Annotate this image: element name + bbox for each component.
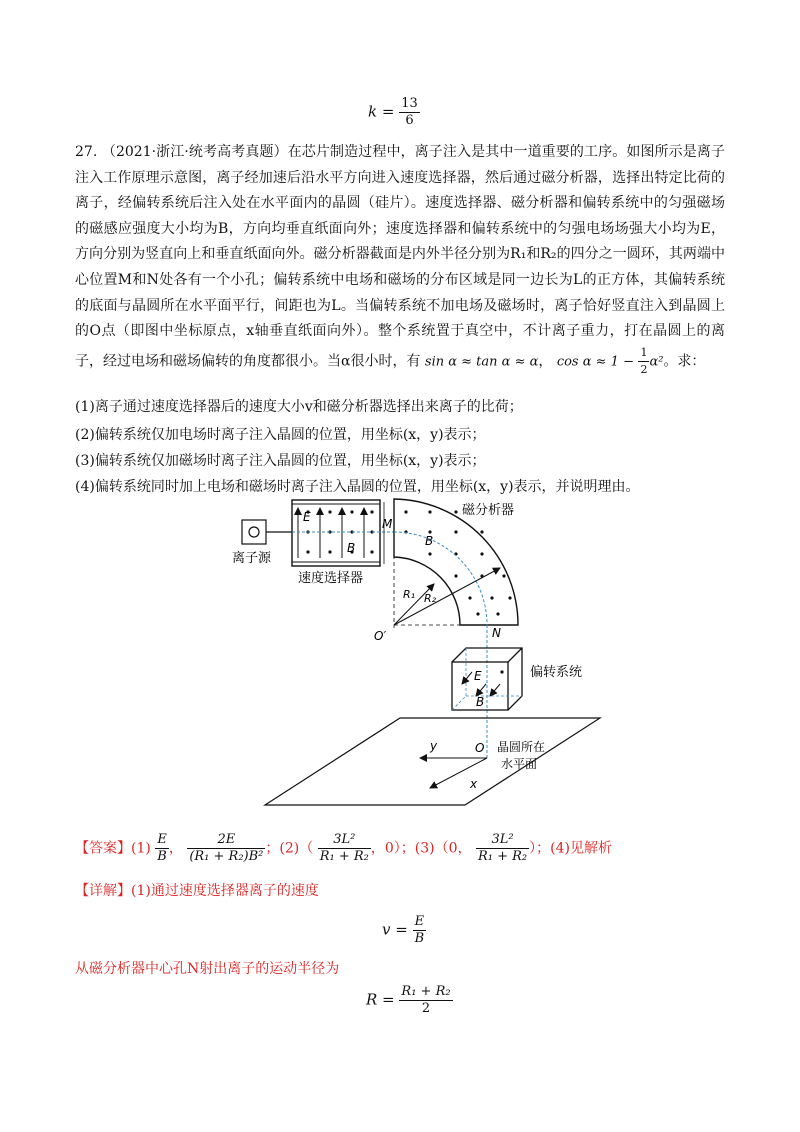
approx-tail: α²	[649, 354, 664, 370]
formula-num: 13	[401, 96, 418, 111]
approx-num: 1	[638, 345, 649, 362]
question-source: （2021·浙江·统考高考真题）	[101, 144, 288, 160]
label-B-selector: B	[347, 541, 356, 555]
approx-den: 2	[640, 362, 648, 376]
ans-f4-den: R₁ + R₂	[477, 849, 528, 864]
label-N: N	[492, 626, 501, 640]
label-O-prime: O′	[374, 629, 387, 643]
detail-eq-1	[382, 914, 426, 947]
label-B-deflect: B	[476, 695, 485, 709]
label-y: y	[430, 739, 438, 753]
approx-sin: sin α ≈ tan α ≈ α	[424, 354, 539, 370]
detail-text-1: (1)通过速度选择器离子的速度	[131, 883, 319, 899]
answer-line: 【答案】(1) $\frac{E}{B}$ ， $\frac{2E}{\text{(R₁ + R₂)B²}}$ ；(2)（ $\frac{\text{3L²}}{\text{R₁ + R₂}}$ ，0）；(3)（0， $\frac{\text{3L²}}{\text{R₁ + R₂}}$ ）；(4)见解析	[75, 832, 612, 864]
answer-tag: 【答案】	[75, 840, 131, 857]
label-R1: R₁	[403, 588, 416, 601]
ans-tail3: ）；(4)见解析	[529, 840, 612, 857]
magnetic-analyzer	[374, 499, 518, 643]
label-E-deflect: E	[474, 669, 482, 683]
ans-tail2: ，0）；(3)（0，	[370, 840, 472, 857]
question-number: 27.	[75, 144, 98, 160]
ans-f2-num: 2E	[187, 832, 265, 849]
wafer-label-2: 水平面	[501, 757, 538, 771]
velocity-selector	[292, 500, 394, 586]
eq2-lhs: R =	[366, 990, 395, 1009]
answer-p1: (1)	[131, 840, 151, 857]
eq1-den: B	[414, 931, 425, 946]
ans-f1-num: E	[155, 832, 169, 849]
velocity-selector-label: 速度选择器	[298, 571, 364, 586]
ans-f4-num: 3L²	[476, 832, 529, 849]
eq2-num: R₁ + R₂	[401, 984, 451, 999]
formula-lhs: k	[368, 102, 378, 121]
ans-f1-den: B	[157, 849, 167, 864]
label-B-analyzer: B	[425, 534, 434, 548]
eq2-den: 2	[421, 1001, 431, 1016]
magnetic-analyzer-label: 磁分析器	[462, 503, 515, 518]
label-O: O	[475, 741, 485, 755]
detail-line-2: 从磁分析器中心孔N射出离子的运动半径为	[75, 961, 340, 977]
ans-f3-num: 3L²	[318, 832, 371, 849]
formula-den: 6	[405, 113, 414, 128]
detail-eq-2	[366, 984, 453, 1017]
question-body: 在芯片制造过程中，离子注入是其中一道重要的工序。如图所示是离子注入工作原理示意图，离子经加速后沿水平方向进入速度选择器，然后通过磁分析器，选择出特定比荷的离子，经偏转系统后注入处在水平面内的晶圆（硅片）。速度选择器、磁分析器和偏转系统中的匀强磁场的磁感应强度大小均为B，方向均垂直纸面向外；速度选择器和偏转系统中的匀强电场场强大小均为E，方向分别为竖直向上和垂直纸面向外。磁分析器截面是内外半径分别为R₁和R₂的四分之一圆环，其两端中心位置M和N处各有一个小孔；偏转系统中电场和磁场的分布区域是同一边长为L的正方体，其偏转系统的底面与晶圆所在水平面平行，间距也为L。当偏转系统不加电场及磁场时，离子恰好竖直注入到晶圆上的O点（即图中坐标原点，x轴垂直纸面向外）。整个系统置于真空中，不计离子重力，打在晶圆上的离子，经过电场和磁场偏转的角度都很小。当α很小时，有	[75, 144, 725, 370]
label-R2: R₂	[424, 592, 437, 605]
deflection-system	[452, 648, 582, 710]
approx-cos: cos α ≈ 1 −	[556, 354, 634, 370]
sub-question-4: (4)偏转系统同时加上电场和磁场时离子注入晶圆的位置，用坐标(x，y)表示，并说明理由。	[75, 479, 640, 495]
question-text: 27. （2021·浙江·统考高考真题）在芯片制造过程中，离子注入是其中一道重要的工序。如图所示是离子注入工作原理示意图，离子经加速后沿水平方向进入速度选择器，然后通过磁分析器，选择出特定比荷的离子，经偏转系统后注入处在水平面内的晶圆（硅片）。速度选择器、磁分析器和偏转系统中的匀强磁场的磁感应强度大小均为B，方向均垂直纸面向外；速度选择器和偏转系统中的匀强电场场强大小均为E，方向分别为竖直向上和垂直纸面向外。磁分析器截面是内外半径分别为R₁和R₂的四分之一圆环，其两端中心位置M和N处各有一个小孔；偏转系统中电场和磁场的分布区域是同一边长为L的正方体，其偏转系统的底面与晶圆所在水平面平行，间距也为L。当偏转系统不加电场及磁场时，离子恰好竖直注入到晶圆上的O点（即图中坐标原点，x轴垂直纸面向外）。整个系统置于真空中，不计离子重力，打在晶圆上的离子，经过电场和磁场偏转的角度都很小。当α很小时，有 sin α ≈ tan α ≈ α， cos α ≈ 1 − $\frac{1}{2}$ α²。求：	[75, 144, 725, 376]
sub-question-3: (3)偏转系统仅加磁场时离子注入晶圆的位置，用坐标(x，y)表示；	[75, 453, 486, 469]
ion-source-label: 离子源	[232, 551, 272, 566]
sub-question-2: (2)偏转系统仅加电场时离子注入晶圆的位置，用坐标(x，y)表示；	[75, 427, 486, 443]
wafer-plane	[265, 718, 600, 805]
eq1-num: E	[413, 914, 427, 931]
eq1-lhs: v =	[382, 920, 408, 939]
detail-line-1	[75, 880, 319, 900]
ans-sep1: ；(2)（	[265, 840, 314, 857]
ion-implantation-diagram	[215, 495, 615, 810]
detail-tag: 【详解】	[75, 883, 131, 899]
question-end: 。求：	[663, 353, 706, 370]
top-formula: k = $\frac{13}{6}$	[368, 96, 418, 128]
deflection-system-label: 偏转系统	[530, 665, 583, 680]
ans-f3-den: R₁ + R₂	[319, 849, 369, 864]
ans-f2-den: (R₁ + R₂)B²	[189, 849, 264, 864]
label-E-selector: E	[303, 510, 311, 524]
label-x: x	[470, 777, 478, 791]
wafer-label-1: 晶圆所在	[497, 740, 546, 754]
sub-question-1: (1)离子通过速度选择器后的速度大小v和磁分析器选择出来离子的比荷；	[75, 399, 523, 415]
ion-source	[232, 520, 292, 566]
label-M: M	[382, 517, 393, 531]
